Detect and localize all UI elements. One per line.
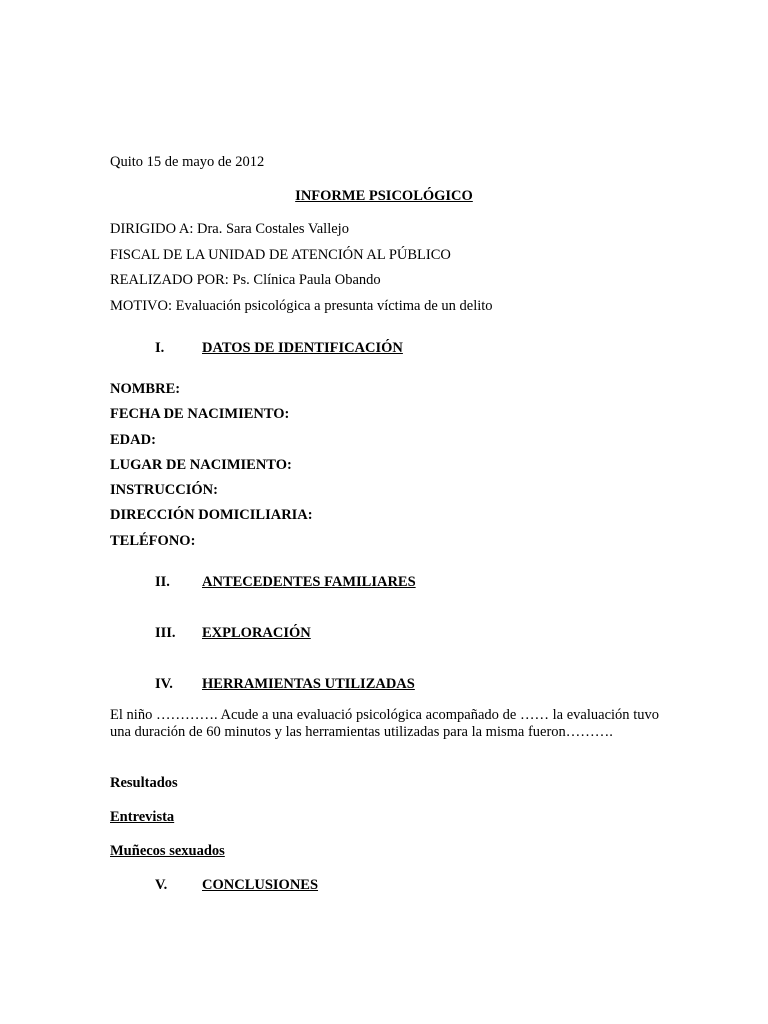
section-1-number: I. [155, 340, 165, 356]
field-edad: EDAD: [110, 432, 156, 448]
evaluation-paragraph: El niño …………. Acude a una evaluació psicológica acompañado de …… la evaluación tuvo una duración de 60 minutos y las herramientas utilizadas para la misma fueron………. [110, 707, 659, 740]
date-line: Quito 15 de mayo de 2012 [110, 154, 265, 170]
field-direccion: DIRECCIÓN DOMICILIARIA: [110, 507, 313, 523]
section-5-number: V. [155, 877, 168, 893]
dirigido-line: DIRIGIDO A: Dra. Sara Costales Vallejo [110, 221, 349, 237]
section-2-heading: ANTECEDENTES FAMILIARES [202, 574, 416, 590]
field-lugar-nacimiento: LUGAR DE NACIMIENTO: [110, 457, 292, 473]
field-fecha-nacimiento: FECHA DE NACIMIENTO: [110, 406, 290, 422]
subheading-munecos: Muñecos sexuados [110, 843, 225, 859]
report-title [0, 187, 768, 205]
section-5-heading: CONCLUSIONES [202, 877, 319, 893]
section-4-heading: HERRAMIENTAS UTILIZADAS [202, 676, 415, 692]
field-nombre: NOMBRE: [110, 381, 181, 397]
report-title-text: INFORME PSICOLÓGICO [295, 188, 473, 204]
motivo-line: MOTIVO: Evaluación psicológica a presunta víctima de un delito [110, 298, 493, 314]
subheading-resultados: Resultados [110, 775, 178, 791]
fiscal-line: FISCAL DE LA UNIDAD DE ATENCIÓN AL PÚBLICO [110, 247, 451, 263]
section-2-number: II. [155, 574, 170, 590]
realizado-line: REALIZADO POR: Ps. Clínica Paula Obando [110, 272, 381, 288]
section-3-number: III. [155, 625, 176, 641]
section-3-heading: EXPLORACIÓN [202, 625, 311, 641]
field-telefono: TELÉFONO: [110, 533, 196, 549]
section-4-number: IV. [155, 676, 173, 692]
subheading-entrevista: Entrevista [110, 809, 175, 825]
field-instruccion: INSTRUCCIÓN: [110, 482, 218, 498]
section-1-heading: DATOS DE IDENTIFICACIÓN [202, 340, 403, 356]
